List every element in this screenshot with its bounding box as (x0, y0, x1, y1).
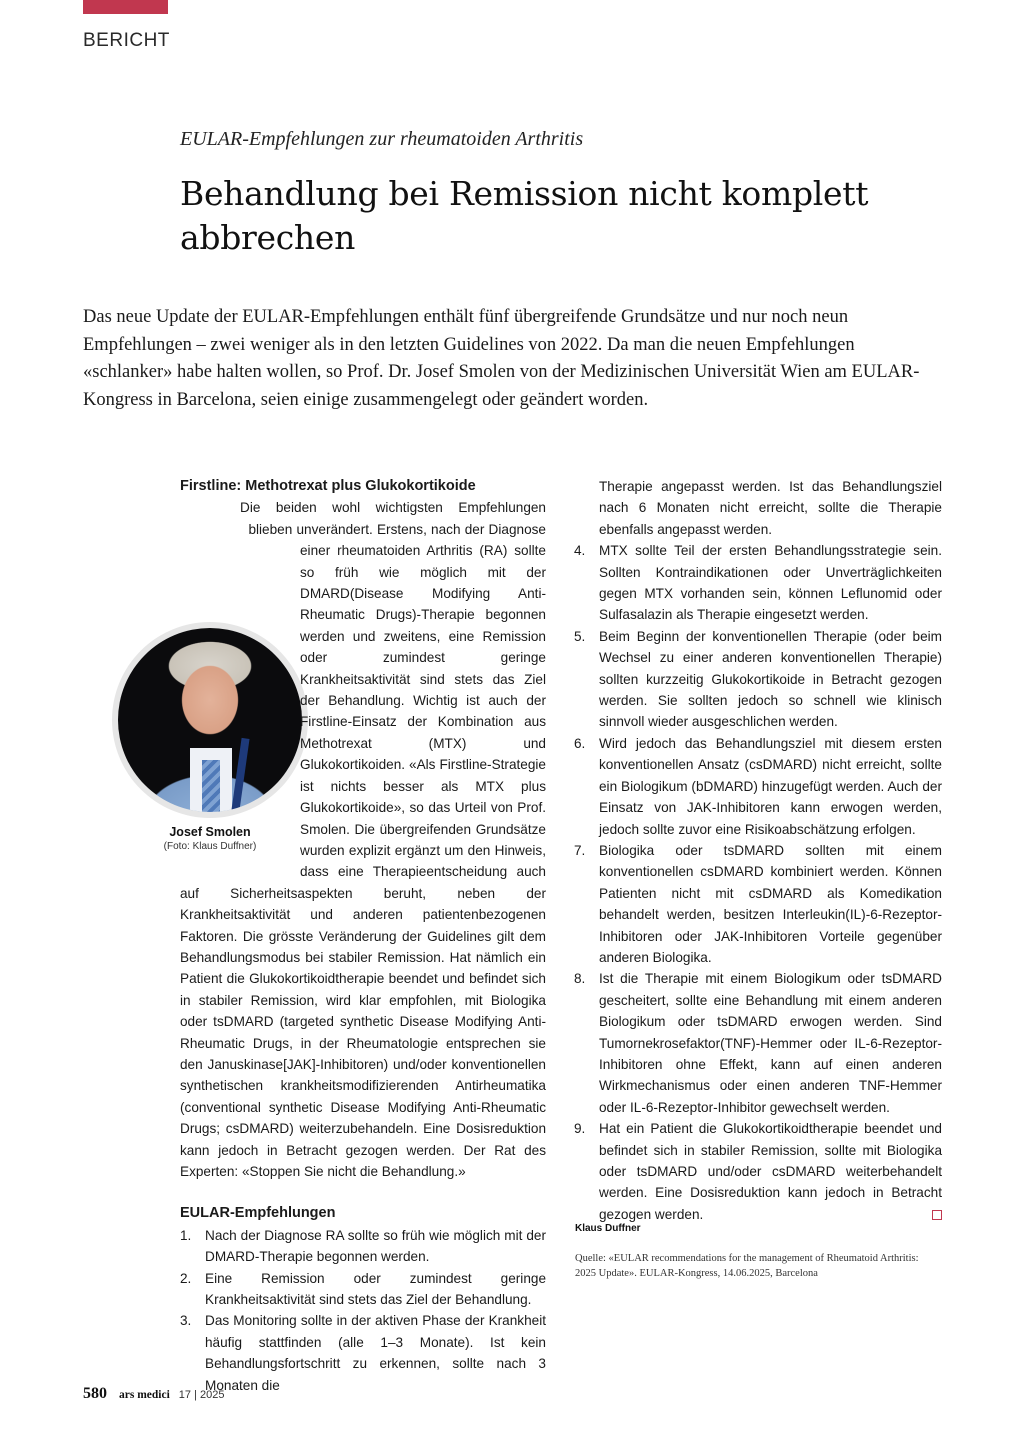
section-accent-bar (83, 0, 168, 14)
article-column-right (574, 476, 942, 1225)
recommendation-item: 2. Eine Remission oder zumindest geringe Krankheitsaktivität sind stets das Ziel der Behandlung. (180, 1270, 546, 1308)
article-author: Klaus Duffner (575, 1223, 641, 1234)
photo-text-wrap-spacer (100, 497, 300, 875)
square-outline-icon (932, 1210, 942, 1220)
recommendation-item: 5. Beim Beginn der konventionellen Therapie (oder beim Wechsel zu einer anderen konventionellen Therapie) sollten kurzzeitig Glukokortikoide in Betracht gezogen werden. Sie sollten jedoch so schnell wie klinisch sinnvoll wieder ausgeschlichen werden. (574, 628, 942, 730)
recommendation-item: 6. Wird jedoch das Behandlungsziel mit diesem ersten konventionellen Ansatz (csDMARD) nicht erreicht, sollte ein Biologikum (bDMARD) hinzugefügt werden. Auch der Einsatz von JAK-Inhibitoren kann erwogen werden, jedoch sollte zuvor eine Risikoabschätzung erfolgen. (574, 735, 942, 837)
section-heading-firstline: Firstline: Methotrexat plus Glukokortikoide (180, 478, 476, 494)
article-lead: Das neue Update der EULAR-Empfehlungen enthält fünf übergreifende Grundsätze und nur noch neun Empfehlungen – zwei weniger als in den letzten Guidelines von 2022. Da man die neuen Empfehlungen «schlanker» habe halten wollen, so Prof. Dr. Josef Smolen von der Medizinischen Universität Wien am EULAR-Kongress in Barcelona, seien einige zusammengelegt oder geändert worden. (83, 307, 920, 410)
section-heading-eular: EULAR-Empfehlungen (180, 1205, 336, 1222)
photo-caption-name: Josef Smolen (169, 825, 251, 839)
photo-caption-credit: (Foto: Klaus Duffner) (163, 841, 257, 852)
section-body-firstline: Die beiden wohl wichtigsten Empfehlungen blieben unverändert. Erstens, nach der Diagnose einer rheumatoiden Arthritis (RA) sollte so früh wie möglich mit der DMARD(Disease Modifying Anti-Rheumatic Drugs)-Therapie begonnen werden und zweitens, eine Remission oder zumindest geringe Krankheitsaktivität sind stets das Ziel der Behandlung. Wichtig ist auch der Firstline-Einsatz der Kombination aus Methotrexat (MTX) und Glukokortikoiden. «Als Firstline-Strategie ist nichts besser als MTX plus Glukokortikoide», so das Urteil von Prof. Smolen. Die übergreifenden Grundsätze wurden explizit ergänzt um den Hinweis, dass eine Therapieentscheidung auch auf Sicherheitsaspekten beruht, neben der Krankheitsaktivität und anderen patientenbezogenen Faktoren. Die grösste Veränderung der Guidelines gilt dem Behandlungsmodus bei stabiler Remission. Hat nämlich ein Patient die Glukokortikoidtherapie beendet und befindet sich in stabiler Remission, wird klar empfohlen, mit Biologika oder tsDMARD (targeted synthetic Disease Modifying Anti-Rheumatic Drugs, in der Rheumatologie entsprechen sie den Januskinase[JAK]-Inhibitoren) und/oder konventionellen synthetischen krankheitsmodifizierenden Antirheumatika (conventional synthetic Disease Modifying Anti-Rheumatic Drugs; csDMARD) weiterzubehandeln. Eine Dosisreduktion kann jedoch in Betracht gezogen werden. Der Rat des Experten: «Stoppen Sie nicht die Behandlung.» (180, 500, 546, 1179)
page-footer (83, 1385, 224, 1403)
recommendation-list (180, 1225, 546, 1396)
article-column-left (180, 476, 546, 1396)
section-label: BERICHT (83, 30, 170, 51)
recommendation-item: 8. Ist die Therapie mit einem Biologikum oder tsDMARD gescheitert, sollte eine Behandlung mit einem anderen Biologikum oder tsDMARD erwogen werden. Sind Tumornekrosefaktor(TNF)-Hemmer oder IL-6-Rezeptor-Inhibitoren ohne Effekt, kann auf einen anderen Wirkmechanismus oder einen anderen TNF-Hemmer oder IL-6-Rezeptor-Inhibitor gewechselt werden. (574, 971, 942, 1115)
recommendation-item: 4. MTX sollte Teil der ersten Behandlungsstrategie sein. Sollten Kontraindikationen oder Unverträglichkeiten gegen MTX vorhanden sein, können Leflunomid oder Sulfasalazin als Therapie eingesetzt werden. (574, 543, 942, 623)
article-headline: Behandlung bei Remission nicht komplett abbrechen (180, 174, 869, 257)
issue-number: 17 | 2025 (178, 1389, 225, 1401)
page-number: 580 (83, 1385, 107, 1402)
recommendation-item: 1. Nach der Diagnose RA sollte so früh wie möglich mit der DMARD-Therapie begonnen werden. (180, 1227, 546, 1265)
recommendation-item: 9. Hat ein Patient die Glukokortikoidtherapie beendet und befindet sich in stabiler Remission, sollte mit Biologika oder tsDMARD und/oder csDMARD weiterbehandelt werden. Eine Dosisreduktion kann jedoch in Betracht gezogen werden. (574, 1121, 942, 1222)
recommendation-item: 7. Biologika oder tsDMARD sollten mit einem konventionellen csDMARD kombiniert werden. Können Patienten nicht mit csDMARD als Komedikation behandelt werden, besitzen Interleukin(IL)-6-Rezeptor-Inhibitoren oder JAK-Inhibitoren Vorteile gegenüber anderen Biologika. (574, 842, 942, 965)
recommendation-item: 3. Das Monitoring sollte in der aktiven Phase der Krankheit häufig stattfinden (alle 1–3 Monate). Ist kein Behandlungsfortschritt zu erkennen, sollte nach 3 Monaten die (180, 1313, 546, 1393)
article-kicker: EULAR-Empfehlungen zur rheumatoiden Arthritis (180, 128, 584, 150)
recommendation-item-3-continuation: Therapie angepasst werden. Ist das Behandlungsziel nach 6 Monaten nicht erreicht, sollte die Therapie ebenfalls angepasst werden. (599, 479, 942, 537)
article-source: Quelle: «EULAR recommendations for the management of Rheumatoid Arthritis: 2025 Update». EULAR-Kongress, 14.06.2025, Barcelona (575, 1253, 919, 1279)
recommendation-list-continued (574, 540, 942, 1225)
magazine-name: ars medici (119, 1389, 170, 1401)
